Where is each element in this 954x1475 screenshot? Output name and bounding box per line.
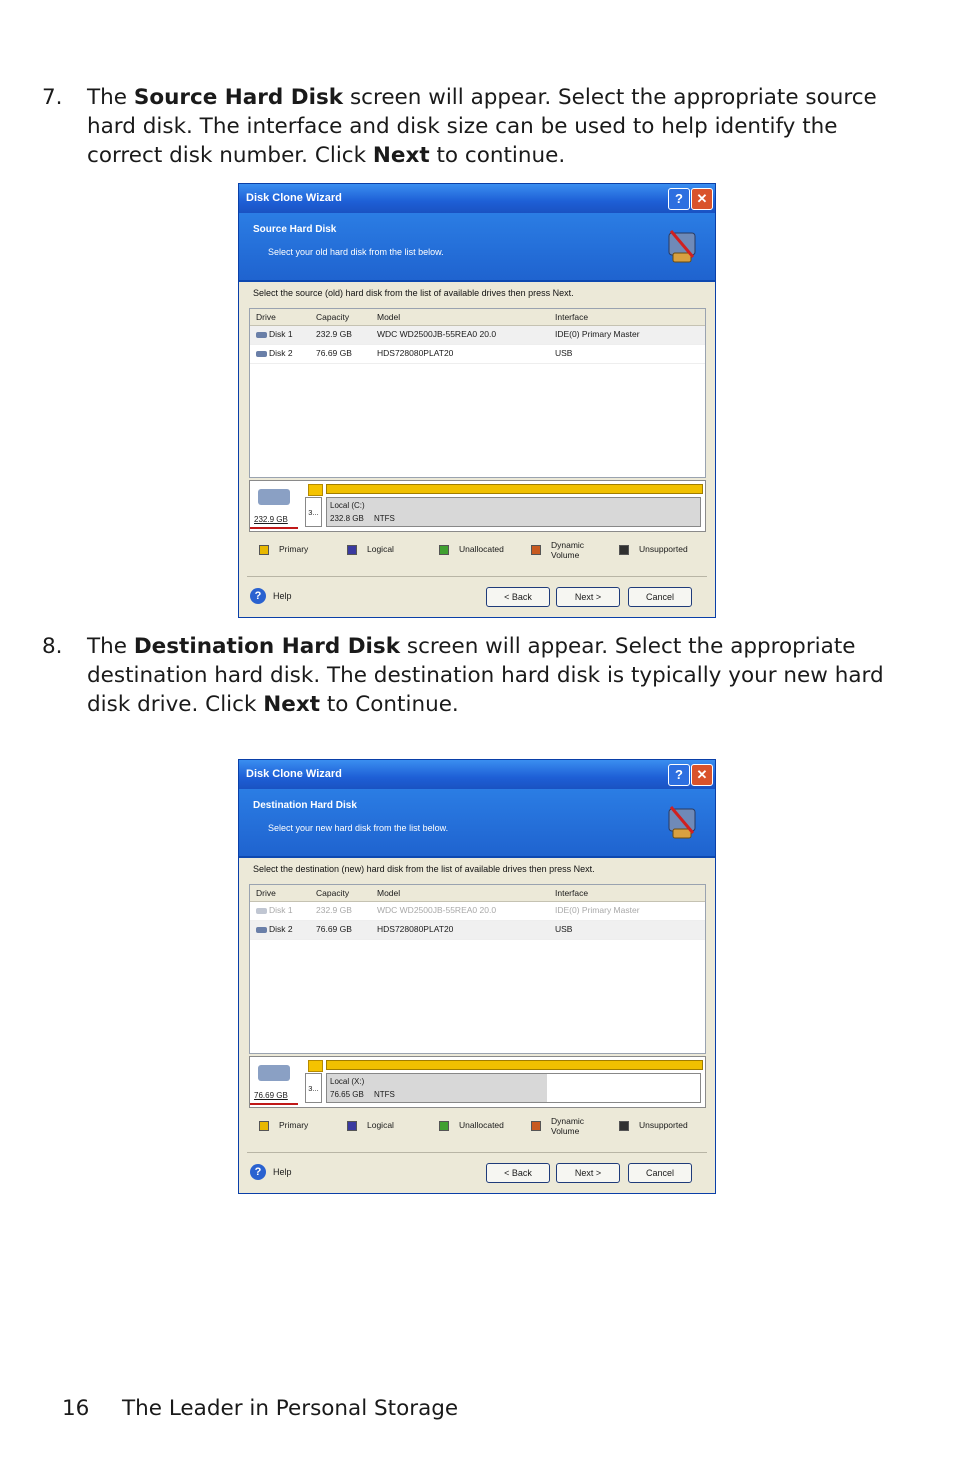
step-number: 7.	[42, 85, 63, 110]
column-header-interface[interactable]: Interface	[555, 312, 589, 322]
column-header-drive[interactable]: Drive	[256, 312, 276, 322]
help-icon[interactable]: ?	[250, 1164, 266, 1180]
help-link[interactable]: Help	[273, 591, 292, 601]
step-number: 8.	[42, 634, 63, 659]
disk-size: 232.9 GB	[254, 515, 288, 524]
column-header-capacity[interactable]: Capacity	[316, 312, 350, 322]
legend-label: Unallocated	[459, 544, 504, 554]
list-header	[250, 309, 705, 326]
next-button[interactable]: Next >	[556, 1163, 620, 1183]
hard-disk-icon	[256, 332, 267, 338]
list-item[interactable]	[250, 345, 705, 364]
back-button[interactable]: < Back	[486, 587, 550, 607]
text: screen will appear. Select the appropriate	[400, 634, 856, 659]
legend-label: Dynamic	[551, 1116, 585, 1126]
legend-label: Logical	[367, 544, 394, 554]
dynamic-swatch	[531, 1121, 541, 1131]
drive-name: Disk 1	[269, 329, 293, 339]
drive-capacity: 232.9 GB	[316, 329, 352, 339]
drive-model: WDC WD2500JB-55REA0 20.0	[377, 905, 497, 915]
legend-dynamic	[531, 1116, 584, 1136]
source-dialog	[238, 183, 716, 618]
legend-unallocated	[439, 1120, 504, 1131]
partition[interactable]	[326, 497, 701, 527]
text: The	[87, 85, 134, 110]
wizard-icon	[665, 803, 699, 841]
wizard-icon	[665, 227, 699, 265]
drive-interface: IDE(0) Primary Master	[555, 905, 640, 915]
legend	[259, 540, 699, 566]
drive-capacity: 76.69 GB	[316, 348, 352, 358]
partition-label: Local (X:)	[330, 1077, 365, 1086]
hard-disk-icon	[258, 1065, 290, 1081]
text: hard disk. The interface and disk size can be used to help identify the	[87, 114, 838, 139]
column-header-model[interactable]: Model	[377, 312, 401, 322]
column-header-interface[interactable]: Interface	[555, 888, 589, 898]
instruction: Select the destination (new) hard disk from the list of available drives then press Next.	[253, 864, 595, 874]
unsupported-swatch	[619, 545, 629, 555]
disk-map	[249, 480, 706, 532]
instruction: Select the source (old) hard disk from the list of available drives then press Next.	[253, 288, 574, 298]
legend-label: Unsupported	[639, 544, 688, 554]
close-icon[interactable]: ✕	[691, 188, 713, 210]
hard-disk-icon	[256, 351, 267, 357]
partition-label: Local (C:)	[330, 501, 365, 510]
next-button[interactable]: Next >	[556, 587, 620, 607]
partition-size: 232.8 GB	[330, 514, 364, 523]
hard-disk-icon	[256, 908, 267, 914]
column-header-drive[interactable]: Drive	[256, 888, 276, 898]
list-header	[250, 885, 705, 902]
legend	[259, 1116, 699, 1142]
page-number: 16	[62, 1396, 90, 1421]
unallocated-swatch	[439, 1121, 449, 1131]
cancel-button[interactable]: Cancel	[628, 1163, 692, 1183]
flag-icon	[308, 484, 323, 496]
legend-primary	[259, 544, 308, 555]
drive-interface: USB	[555, 924, 573, 934]
legend-label: Primary	[279, 1120, 309, 1130]
disk-size: 76.69 GB	[254, 1091, 288, 1100]
title-bar	[239, 760, 715, 789]
small-partition[interactable]: 3...	[305, 1073, 322, 1103]
legend-primary	[259, 1120, 308, 1131]
legend-label: Dynamic	[551, 540, 585, 550]
page-footer	[62, 1396, 458, 1421]
drive-model: WDC WD2500JB-55REA0 20.0	[377, 329, 497, 339]
text: screen will appear. Select the appropriate source	[343, 85, 877, 110]
selection-underline	[250, 1103, 298, 1105]
help-icon[interactable]: ?	[668, 188, 690, 210]
banner-subheading: Select your old hard disk from the list below.	[268, 247, 444, 257]
unallocated-swatch	[439, 545, 449, 555]
drive-interface: IDE(0) Primary Master	[555, 329, 640, 339]
drive-capacity: 232.9 GB	[316, 905, 352, 915]
legend-unsupported	[619, 1120, 688, 1131]
legend-dynamic	[531, 540, 584, 560]
close-icon[interactable]: ✕	[691, 764, 713, 786]
text: destination hard disk. The destination hard disk is typically your new hard	[87, 663, 884, 688]
text: The	[87, 634, 134, 659]
drive-model: HDS728080PLAT20	[377, 348, 454, 358]
list-item[interactable]	[250, 326, 705, 345]
step-text	[87, 632, 902, 719]
legend-label: Volume	[551, 550, 580, 560]
text: to Continue.	[320, 692, 459, 717]
list-item	[250, 902, 705, 921]
text: correct disk number. Click	[87, 143, 373, 168]
button-bar	[239, 584, 715, 610]
disk-map	[249, 1056, 706, 1108]
unsupported-swatch	[619, 1121, 629, 1131]
partition-size: 76.65 GB	[330, 1090, 364, 1099]
legend-label: Primary	[279, 544, 309, 554]
logical-swatch	[347, 1121, 357, 1131]
legend-unsupported	[619, 544, 688, 555]
legend-label: Volume	[551, 1126, 580, 1136]
title-bar	[239, 184, 715, 213]
legend-unallocated	[439, 544, 504, 555]
hard-disk-icon	[258, 489, 290, 505]
cancel-button[interactable]: Cancel	[628, 587, 692, 607]
legend-label: Unallocated	[459, 1120, 504, 1130]
drive-model: HDS728080PLAT20	[377, 924, 454, 934]
banner-heading: Source Hard Disk	[253, 224, 337, 235]
help-icon[interactable]: ?	[250, 588, 266, 604]
footer-text: The Leader in Personal Storage	[122, 1396, 459, 1421]
logical-swatch	[347, 545, 357, 555]
hard-disk-icon	[256, 927, 267, 933]
legend-label: Logical	[367, 1120, 394, 1130]
bold-term: Source Hard Disk	[133, 85, 344, 110]
divider	[247, 1152, 707, 1153]
button-bar	[239, 1160, 715, 1186]
small-partition[interactable]: 3...	[305, 497, 322, 527]
bold-term: Next	[263, 692, 320, 717]
partition-bar	[326, 1060, 703, 1070]
partition-fs: NTFS	[374, 514, 395, 523]
drive-list[interactable]	[249, 308, 706, 478]
primary-swatch	[259, 545, 269, 555]
column-header-model[interactable]: Model	[377, 888, 401, 898]
legend-logical	[347, 1120, 394, 1131]
text: disk drive. Click	[87, 692, 264, 717]
column-header-capacity[interactable]: Capacity	[316, 888, 350, 898]
window-title: Disk Clone Wizard	[246, 768, 342, 780]
help-icon[interactable]: ?	[668, 764, 690, 786]
divider	[247, 576, 707, 577]
flag-icon	[308, 1060, 323, 1072]
drive-interface: USB	[555, 348, 573, 358]
legend-label: Unsupported	[639, 1120, 688, 1130]
bold-term: Destination Hard Disk	[133, 634, 401, 659]
drive-name: Disk 1	[269, 905, 293, 915]
text: to continue.	[429, 143, 566, 168]
banner	[239, 789, 715, 858]
help-link[interactable]: Help	[273, 1167, 292, 1177]
drive-name: Disk 2	[269, 348, 293, 358]
back-button[interactable]: < Back	[486, 1163, 550, 1183]
primary-swatch	[259, 1121, 269, 1131]
banner-subheading: Select your new hard disk from the list below.	[268, 823, 449, 833]
bold-term: Next	[372, 143, 430, 168]
legend-logical	[347, 544, 394, 555]
step-text	[87, 83, 902, 170]
list-item[interactable]	[250, 921, 705, 940]
destination-dialog	[238, 759, 716, 1194]
partition[interactable]	[326, 1073, 701, 1103]
drive-name: Disk 2	[269, 924, 293, 934]
banner	[239, 213, 715, 282]
banner-heading: Destination Hard Disk	[253, 800, 357, 811]
dynamic-swatch	[531, 545, 541, 555]
drive-capacity: 76.69 GB	[316, 924, 352, 934]
window-title: Disk Clone Wizard	[246, 192, 342, 204]
drive-list[interactable]	[249, 884, 706, 1054]
partition-bar	[326, 484, 703, 494]
selection-underline	[250, 527, 298, 529]
partition-fs: NTFS	[374, 1090, 395, 1099]
